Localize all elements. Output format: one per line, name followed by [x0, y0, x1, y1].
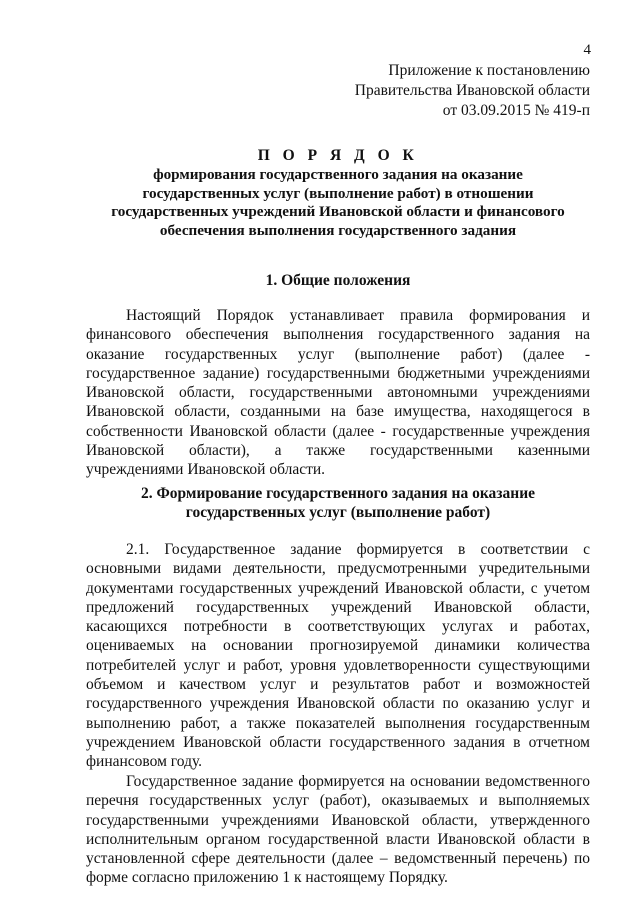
- text-line: документами государственных учреждений Ивановской области, с учетом: [86, 579, 590, 597]
- appendix-reference: [355, 61, 590, 121]
- text-line: учреждениями Ивановской области.: [86, 461, 326, 479]
- section-2-paragraph-2: [86, 772, 590, 888]
- text-line: учреждением Ивановской области государственного задания в отчетном: [86, 733, 590, 751]
- text-line: установленной сфере деятельности (далее – ведомственный перечень) по: [86, 850, 590, 868]
- text-line: объемом и качеством услуг и результатов работ и возможностей: [86, 676, 590, 694]
- text-line: исполнительным органом государственной власти Ивановской области в: [86, 830, 590, 848]
- text-line: Ивановской области), а также государственными казенными: [86, 442, 590, 460]
- text-line: Ивановской области, созданными на базе имущества, находящегося в: [86, 403, 590, 421]
- appendix-line: Правительства Ивановской области: [354, 82, 590, 99]
- text-line: Ивановской области, государственными автономными учреждениями: [86, 384, 590, 402]
- text-line: финансовом году.: [86, 753, 203, 771]
- text-line: потребителей услуг и работ, уровня удовлетворенности существующими: [86, 656, 590, 674]
- text-line: касающихся потребности в соответствующих услугах и работах,: [86, 618, 590, 636]
- title-word: П О Р Я Д О К: [257, 147, 419, 164]
- text-line: собственности Ивановской области (далее - государственные учреждения: [86, 422, 590, 440]
- text-line: государственного учреждения Ивановской области по оказанию услуг и: [86, 695, 590, 713]
- text-line: выполнению работ, а также показателей выполнения государственным: [86, 714, 590, 732]
- text-line: Государственное задание формируется на основании ведомственного: [126, 773, 590, 790]
- text-line: Настоящий Порядок устанавливает правила формирования и: [126, 307, 590, 324]
- title-line: обеспечения выполнения государственного задания: [159, 221, 517, 239]
- text-line: финансового обеспечения выполнения государственного задания на: [86, 326, 590, 344]
- document-title: [86, 146, 590, 240]
- section-1-heading: [86, 272, 590, 291]
- section-2-heading: [86, 485, 590, 522]
- title-line: государственных услуг (выполнение работ) в отношении: [142, 184, 534, 202]
- section-heading-line: 1. Общие положения: [265, 272, 411, 289]
- section-1-paragraph: [86, 306, 590, 480]
- text-line: оцениваемых на основании прогнозируемой динамики количества: [86, 637, 590, 655]
- text-line: оказание государственных услуг (выполнение работ) (далее -: [86, 345, 590, 363]
- text-line: форме согласно приложению 1 к настоящему Порядку.: [86, 869, 448, 887]
- text-line: государственными учреждениями Ивановской области, утвержденного: [86, 811, 590, 829]
- section-2-paragraph-1: [86, 540, 590, 772]
- section-heading-line: государственных услуг (выполнение работ): [185, 503, 491, 521]
- text-line: 2.1. Государственное задание формируется в соответствии с: [126, 541, 590, 558]
- section-heading-line: 2. Формирование государственного задания на оказание: [140, 485, 536, 502]
- appendix-line: Приложение к постановлению: [388, 62, 590, 79]
- title-line: государственных учреждений Ивановской области и финансового: [111, 203, 565, 221]
- text-line: государственное задание) государственными бюджетными учреждениями: [86, 364, 590, 382]
- title-line: формирования государственного задания на оказание: [153, 166, 523, 183]
- page-number: 4: [583, 42, 591, 58]
- appendix-line: от 03.09.2015 № 419-п: [442, 102, 590, 119]
- text-line: предложений государственных учреждений Ивановской области,: [86, 598, 590, 616]
- text-line: основными видами деятельности, предусмотренными учредительными: [86, 560, 590, 578]
- text-line: перечня государственных услуг (работ), оказываемых и выполняемых: [86, 792, 590, 810]
